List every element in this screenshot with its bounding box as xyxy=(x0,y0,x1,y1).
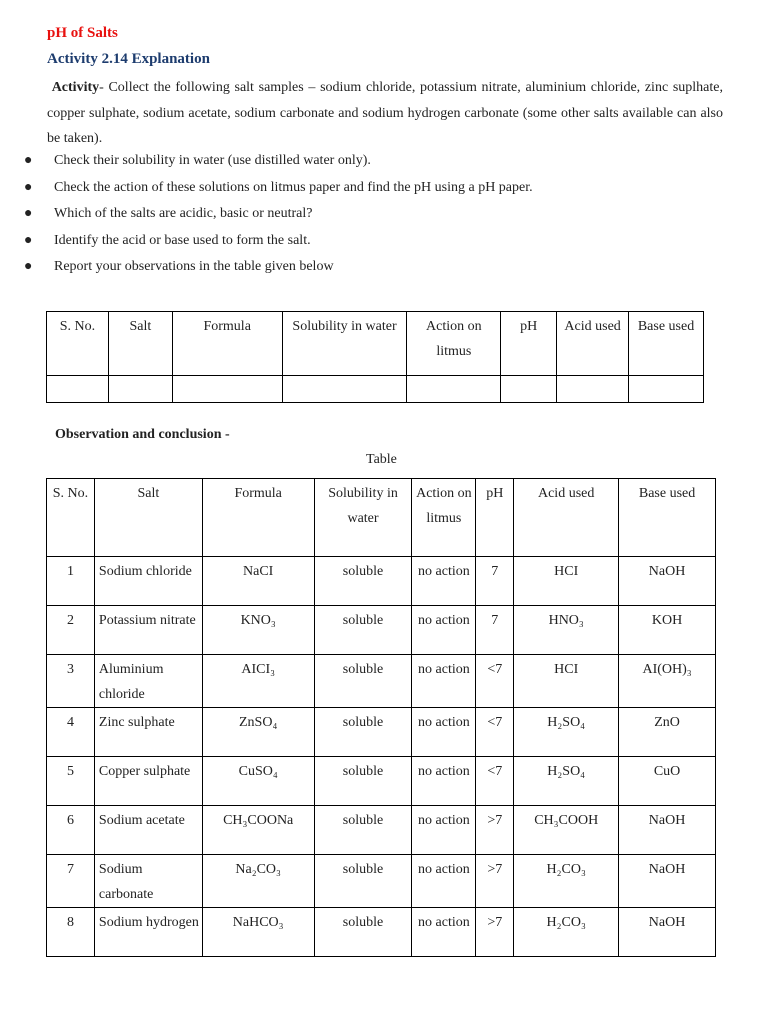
action-cell: no action xyxy=(412,806,476,855)
salt-cell: Sodium hydrogen xyxy=(94,908,202,957)
header-cell: Salt xyxy=(108,312,172,376)
sno-cell: 4 xyxy=(47,708,95,757)
solubility-cell: soluble xyxy=(314,557,412,606)
salt-cell: Potassium nitrate xyxy=(94,606,202,655)
action-cell: no action xyxy=(412,606,476,655)
header-cell: Base used xyxy=(629,312,704,376)
list-item xyxy=(0,151,533,178)
acid-cell: H₂SO₄ xyxy=(514,708,619,757)
table-row xyxy=(47,708,716,757)
table-row xyxy=(47,908,716,957)
table-row xyxy=(47,806,716,855)
action-cell: no action xyxy=(412,757,476,806)
sno-cell: 1 xyxy=(47,557,95,606)
ph-cell: 7 xyxy=(476,606,514,655)
header-cell: Formula xyxy=(172,312,282,376)
result-table xyxy=(46,478,716,957)
salt-cell: Copper sulphate xyxy=(94,757,202,806)
formula-cell: Na₂CO₃ xyxy=(202,855,314,908)
formula-cell: NaCI xyxy=(202,557,314,606)
bullet-icon: ● xyxy=(24,179,33,195)
header-cell: Solubility in water xyxy=(314,479,412,557)
sno-cell: 2 xyxy=(47,606,95,655)
formula-cell: AICI₃ xyxy=(202,655,314,708)
list-item xyxy=(0,257,533,284)
solubility-cell: soluble xyxy=(314,855,412,908)
formula-cell: NaHCO₃ xyxy=(202,908,314,957)
header-cell: Acid used xyxy=(557,312,629,376)
empty-cell xyxy=(629,376,704,403)
formula-cell: KNO₃ xyxy=(202,606,314,655)
header-cell: Acid used xyxy=(514,479,619,557)
base-cell: CuO xyxy=(619,757,716,806)
action-cell: no action xyxy=(412,708,476,757)
base-cell: NaOH xyxy=(619,557,716,606)
ph-cell: >7 xyxy=(476,908,514,957)
acid-cell: H₂CO₃ xyxy=(514,908,619,957)
bullet-icon: ● xyxy=(24,259,33,274)
instruction-list xyxy=(0,151,533,284)
table-row xyxy=(47,606,716,655)
salt-cell: Sodium acetate xyxy=(94,806,202,855)
header-cell: Formula xyxy=(202,479,314,557)
table-row xyxy=(47,855,716,908)
header-cell: pH xyxy=(501,312,557,376)
acid-cell: H₂CO₃ xyxy=(514,855,619,908)
table-header-row xyxy=(47,479,716,557)
empty-cell xyxy=(407,376,501,403)
table-row xyxy=(47,376,704,403)
table-row xyxy=(47,557,716,606)
list-item-text: Report your observations in the table given below xyxy=(54,259,334,274)
sno-cell: 7 xyxy=(47,855,95,908)
list-item xyxy=(0,178,533,205)
header-cell: Base used xyxy=(619,479,716,557)
acid-cell: CH₃COOH xyxy=(514,806,619,855)
acid-cell: HNO₃ xyxy=(514,606,619,655)
acid-cell: HCI xyxy=(514,557,619,606)
base-cell: KOH xyxy=(619,606,716,655)
empty-cell xyxy=(172,376,282,403)
salt-cell: Sodium carbonate xyxy=(94,855,202,908)
table-caption: Table xyxy=(366,452,397,467)
action-cell: no action xyxy=(412,557,476,606)
bullet-icon: ● xyxy=(24,206,33,221)
list-item-text: Identify the acid or base used to form the salt. xyxy=(54,232,311,248)
empty-cell xyxy=(108,376,172,403)
table-row xyxy=(47,655,716,708)
formula-cell: CuSO₄ xyxy=(202,757,314,806)
salt-cell: Sodium chloride xyxy=(94,557,202,606)
list-item xyxy=(0,204,533,231)
base-cell: NaOH xyxy=(619,855,716,908)
base-cell: AI(OH)₃ xyxy=(619,655,716,708)
empty-cell xyxy=(501,376,557,403)
acid-cell: H₂SO₄ xyxy=(514,757,619,806)
solubility-cell: soluble xyxy=(314,606,412,655)
action-cell: no action xyxy=(412,655,476,708)
action-cell: no action xyxy=(412,855,476,908)
observation-heading: Observation and conclusion - xyxy=(55,427,230,442)
base-cell: NaOH xyxy=(619,806,716,855)
list-item xyxy=(0,231,533,258)
header-cell: pH xyxy=(476,479,514,557)
salt-cell: Aluminium chloride xyxy=(94,655,202,708)
ph-cell: 7 xyxy=(476,557,514,606)
page-title: pH of Salts xyxy=(47,25,118,41)
sno-cell: 5 xyxy=(47,757,95,806)
solubility-cell: soluble xyxy=(314,908,412,957)
empty-cell xyxy=(47,376,109,403)
base-cell: ZnO xyxy=(619,708,716,757)
section-subtitle: Activity 2.14 Explanation xyxy=(47,51,210,67)
ph-cell: <7 xyxy=(476,655,514,708)
sno-cell: 8 xyxy=(47,908,95,957)
header-cell: S. No. xyxy=(47,479,95,557)
header-cell: Solubility in water xyxy=(282,312,407,376)
solubility-cell: soluble xyxy=(314,806,412,855)
bullet-icon: ● xyxy=(24,232,33,248)
formula-cell: ZnSO₄ xyxy=(202,708,314,757)
formula-cell: CH₃COONa xyxy=(202,806,314,855)
list-item-text: Check their solubility in water (use distilled water only). xyxy=(54,153,371,168)
solubility-cell: soluble xyxy=(314,655,412,708)
ph-cell: <7 xyxy=(476,708,514,757)
header-cell: Action on litmus xyxy=(412,479,476,557)
solubility-cell: soluble xyxy=(314,708,412,757)
ph-cell: <7 xyxy=(476,757,514,806)
activity-text: - Collect the following salt samples – sodium chloride, potassium nitrate, aluminium chloride, zinc suplhate, copper sulphate, sodium acetate, sodium carbonate and sodium hydrogen carbonate (some other salts available can also be taken). xyxy=(47,80,724,146)
header-cell: S. No. xyxy=(47,312,109,376)
acid-cell: HCI xyxy=(514,655,619,708)
sno-cell: 6 xyxy=(47,806,95,855)
sno-cell: 3 xyxy=(47,655,95,708)
empty-cell xyxy=(557,376,629,403)
action-cell: no action xyxy=(412,908,476,957)
activity-intro xyxy=(47,75,723,152)
salt-cell: Zinc sulphate xyxy=(94,708,202,757)
list-item-text: Which of the salts are acidic, basic or neutral? xyxy=(54,206,313,221)
bullet-icon: ● xyxy=(24,153,33,168)
header-cell: Salt xyxy=(94,479,202,557)
blank-observation-table xyxy=(46,311,704,403)
ph-cell: >7 xyxy=(476,855,514,908)
solubility-cell: soluble xyxy=(314,757,412,806)
list-item-text: Check the action of these solutions on litmus paper and find the pH using a pH paper. xyxy=(54,179,533,195)
empty-cell xyxy=(282,376,407,403)
ph-cell: >7 xyxy=(476,806,514,855)
header-cell: Action on litmus xyxy=(407,312,501,376)
base-cell: NaOH xyxy=(619,908,716,957)
activity-label: Activity xyxy=(51,80,100,95)
table-header-row xyxy=(47,312,704,376)
table-row xyxy=(47,757,716,806)
